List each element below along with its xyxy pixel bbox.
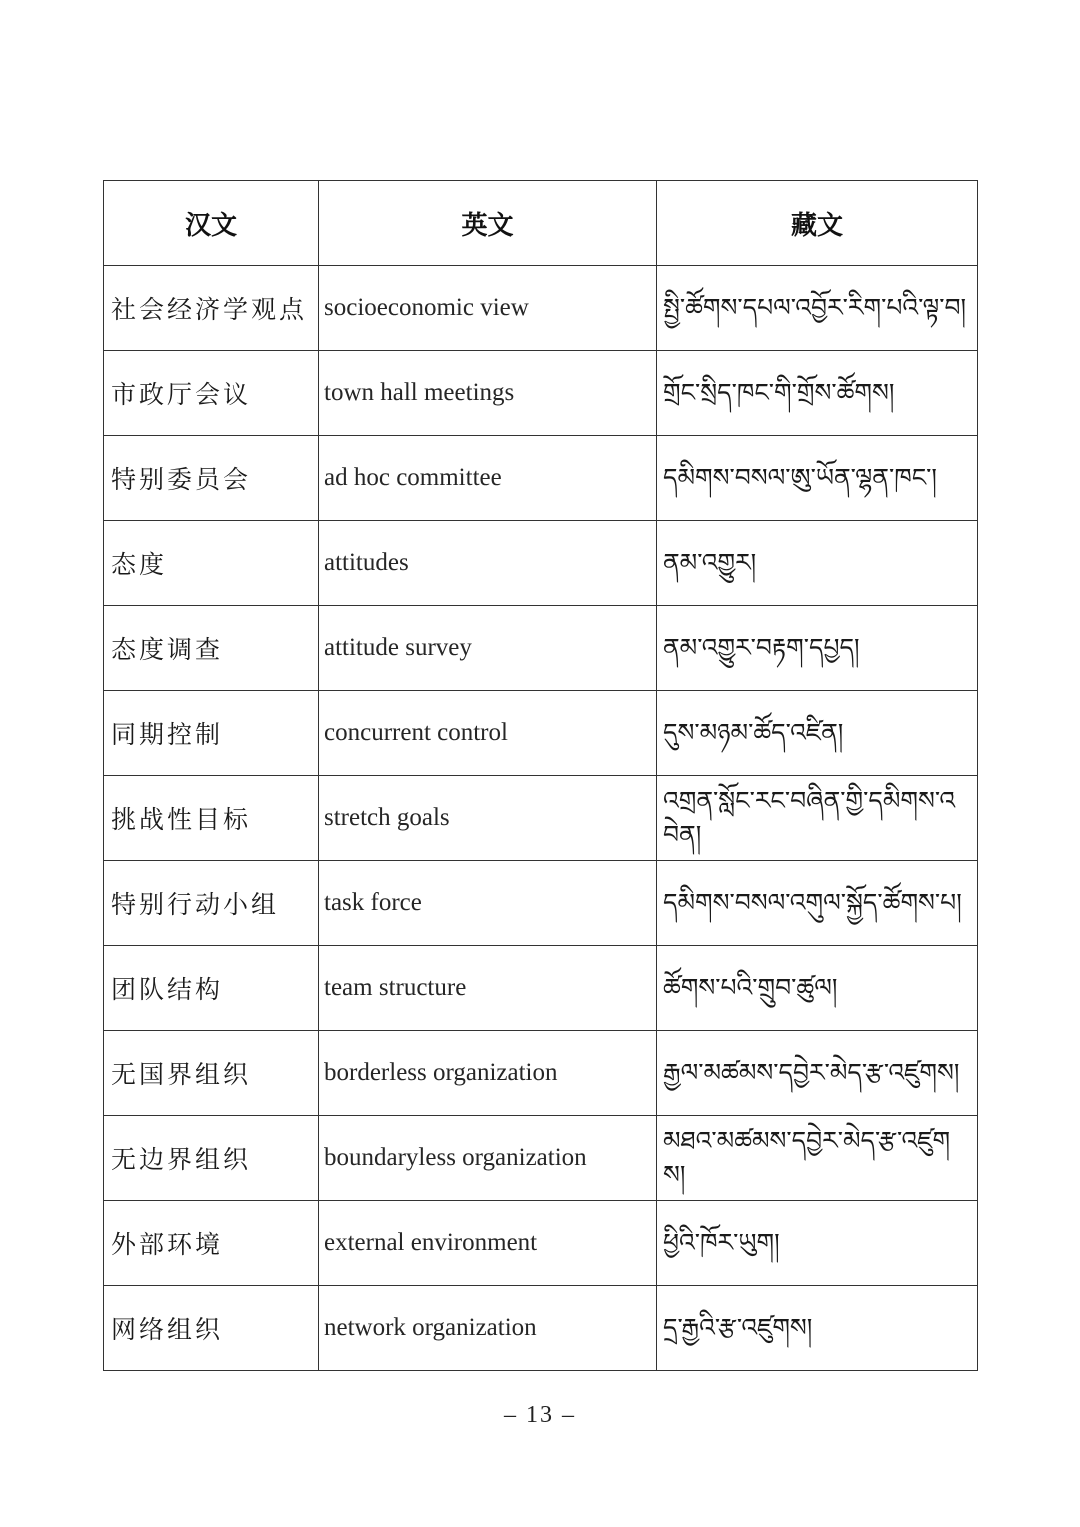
glossary-table: [103, 180, 978, 1371]
english-term: attitude survey: [319, 606, 657, 691]
chinese-term: 态度: [104, 521, 319, 606]
tibetan-term: ནམ་འགྱུར་བརྟག་དཔྱད།: [657, 606, 978, 691]
english-term: borderless organization: [319, 1031, 657, 1116]
tibetan-term: མཐའ་མཚམས་དབྱེར་མེད་རྩ་འཛུགས།: [657, 1116, 978, 1201]
table-row: [104, 1116, 978, 1201]
tibetan-term: རྒྱལ་མཚམས་དབྱེར་མེད་རྩ་འཛུགས།: [657, 1031, 978, 1116]
tibetan-term: ནམ་འགྱུར།: [657, 521, 978, 606]
english-term: stretch goals: [319, 776, 657, 861]
english-term: team structure: [319, 946, 657, 1031]
english-term: concurrent control: [319, 691, 657, 776]
english-term: attitudes: [319, 521, 657, 606]
chinese-term: 挑战性目标: [104, 776, 319, 861]
tibetan-term: དམིགས་བསལ་ཨུ་ཡོན་ལྷན་ཁང་།: [657, 436, 978, 521]
tibetan-term: ཚོགས་པའི་གྲུབ་ཚུལ།: [657, 946, 978, 1031]
chinese-term: 态度调查: [104, 606, 319, 691]
header-tibetan: 藏文: [657, 181, 978, 266]
table-row: [104, 521, 978, 606]
chinese-term: 市政厅会议: [104, 351, 319, 436]
chinese-term: 特别行动小组: [104, 861, 319, 946]
table-row: [104, 776, 978, 861]
table-row: [104, 1286, 978, 1371]
table-row: [104, 1201, 978, 1286]
table-row: [104, 436, 978, 521]
english-term: socioeconomic view: [319, 266, 657, 351]
header-english: 英文: [319, 181, 657, 266]
tibetan-term: སྤྱི་ཚོགས་དཔལ་འབྱོར་རིག་པའི་ལྟ་བ།: [657, 266, 978, 351]
tibetan-term: གྲོང་སྲིད་ཁང་གི་གྲོས་ཚོགས།: [657, 351, 978, 436]
chinese-term: 无国界组织: [104, 1031, 319, 1116]
english-term: task force: [319, 861, 657, 946]
header-chinese: 汉文: [104, 181, 319, 266]
chinese-term: 社会经济学观点: [104, 266, 319, 351]
table-row: [104, 946, 978, 1031]
english-term: ad hoc committee: [319, 436, 657, 521]
tibetan-term: ཕྱིའི་ཁོར་ཡུག།: [657, 1201, 978, 1286]
tibetan-term: དྲ་རྒྱའི་རྩ་འཛུགས།: [657, 1286, 978, 1371]
table-row: [104, 266, 978, 351]
tibetan-term: དམིགས་བསལ་འགུལ་སྐྱོད་ཚོགས་པ།: [657, 861, 978, 946]
table-row: [104, 1031, 978, 1116]
english-term: boundaryless organization: [319, 1116, 657, 1201]
english-term: network organization: [319, 1286, 657, 1371]
english-term: external environment: [319, 1201, 657, 1286]
table-row: [104, 691, 978, 776]
tibetan-term: དུས་མཉམ་ཚོད་འཛིན།: [657, 691, 978, 776]
table-row: [104, 606, 978, 691]
table-row: [104, 351, 978, 436]
header-row: [104, 181, 978, 266]
page-number: – 13 –: [504, 1402, 576, 1428]
english-term: town hall meetings: [319, 351, 657, 436]
chinese-term: 团队结构: [104, 946, 319, 1031]
chinese-term: 外部环境: [104, 1201, 319, 1286]
chinese-term: 无边界组织: [104, 1116, 319, 1201]
tibetan-term: འགྲན་སློང་རང་བཞིན་གྱི་དམིགས་འབེན།: [657, 776, 978, 861]
table-row: [104, 861, 978, 946]
chinese-term: 同期控制: [104, 691, 319, 776]
chinese-term: 特别委员会: [104, 436, 319, 521]
chinese-term: 网络组织: [104, 1286, 319, 1371]
